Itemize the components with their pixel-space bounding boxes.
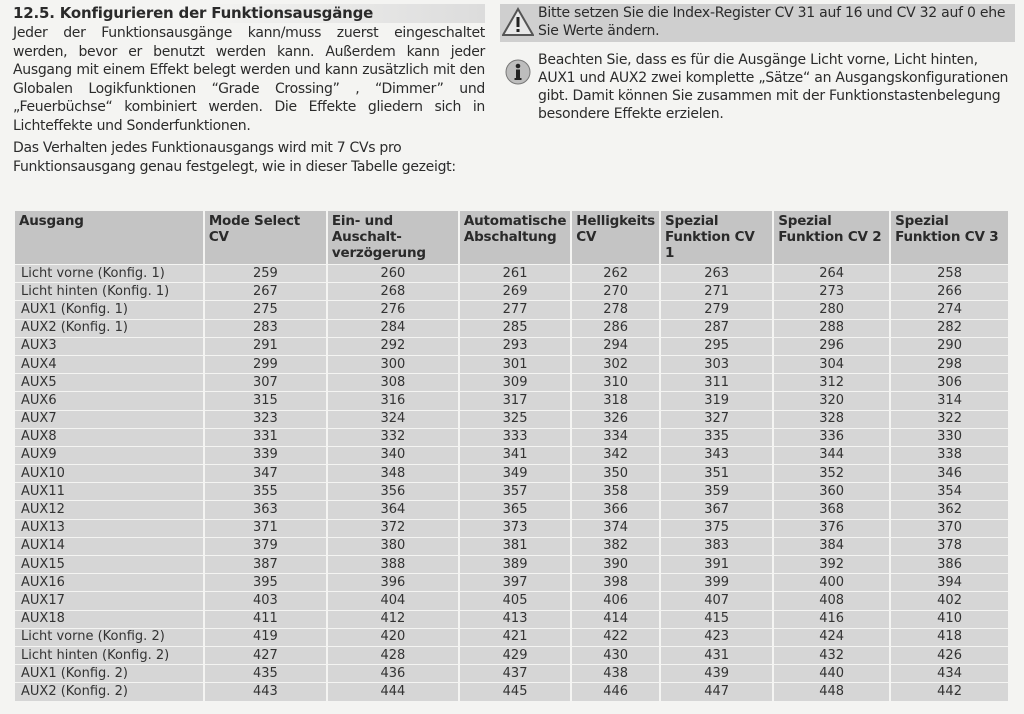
cv-value-cell: 288 (774, 320, 889, 337)
cv-value-cell: 447 (661, 683, 772, 700)
cv-value-cell: 430 (572, 647, 659, 664)
header-special-cv2: Spezial Funktion CV 2 (774, 211, 889, 264)
table-row (15, 483, 1008, 500)
output-name-cell: AUX17 (15, 592, 203, 609)
table-row (15, 429, 1008, 446)
cv-value-cell: 427 (205, 647, 326, 664)
cv-value-cell: 388 (328, 556, 458, 573)
cv-value-cell: 390 (572, 556, 659, 573)
cv-value-cell: 331 (205, 429, 326, 446)
cv-value-cell: 261 (460, 265, 570, 282)
table-row (15, 501, 1008, 518)
cv-value-cell: 268 (328, 283, 458, 300)
cv-value-cell: 416 (774, 611, 889, 628)
cv-value-cell: 365 (460, 501, 570, 518)
cv-value-cell: 400 (774, 574, 889, 591)
table-row (15, 356, 1008, 373)
cv-value-cell: 414 (572, 611, 659, 628)
cv-value-cell: 399 (661, 574, 772, 591)
cv-value-cell: 408 (774, 592, 889, 609)
cv-value-cell: 346 (891, 465, 1008, 482)
output-name-cell: AUX4 (15, 356, 203, 373)
cv-value-cell: 324 (328, 411, 458, 428)
table-row (15, 556, 1008, 573)
cv-value-cell: 340 (328, 447, 458, 464)
cv-value-cell: 368 (774, 501, 889, 518)
cv-value-cell: 306 (891, 374, 1008, 391)
table-row (15, 683, 1008, 700)
cv-value-cell: 312 (774, 374, 889, 391)
section-text (13, 4, 485, 176)
info-text: Beachten Sie, dass es für die Ausgänge Licht vorne, Licht hinten, AUX1 und AUX2 zwei komplette „Sätze“ an Ausgangskonfigurationen gibt. Damit können Sie zusammen mit der Funktionstastenbelegung besondere Effekte erzielen. (538, 52, 1009, 122)
cv-value-cell: 338 (891, 447, 1008, 464)
cv-value-cell: 406 (572, 592, 659, 609)
table-row (15, 465, 1008, 482)
cv-value-cell: 278 (572, 301, 659, 318)
cv-value-cell: 422 (572, 629, 659, 646)
output-name-cell: AUX9 (15, 447, 203, 464)
cv-value-cell: 315 (205, 392, 326, 409)
cv-value-cell: 303 (661, 356, 772, 373)
cv-value-cell: 339 (205, 447, 326, 464)
cv-value-cell: 266 (891, 283, 1008, 300)
cv-value-cell: 267 (205, 283, 326, 300)
output-name-cell: AUX1 (Konfig. 1) (15, 301, 203, 318)
cv-value-cell: 325 (460, 411, 570, 428)
table-row (15, 538, 1008, 555)
output-name-cell: AUX11 (15, 483, 203, 500)
cv-value-cell: 260 (328, 265, 458, 282)
cv-value-cell: 428 (328, 647, 458, 664)
cv-value-cell: 403 (205, 592, 326, 609)
cv-value-cell: 419 (205, 629, 326, 646)
warning-triangle-icon (502, 7, 534, 37)
cv-value-cell: 291 (205, 338, 326, 355)
output-name-cell: AUX16 (15, 574, 203, 591)
cv-value-cell: 431 (661, 647, 772, 664)
cv-value-cell: 371 (205, 520, 326, 537)
table-row (15, 374, 1008, 391)
warning-text: Bitte setzen Sie die Index-Register CV 31 auf 16 und CV 32 auf 0 ehe Sie Werte ändern. (538, 5, 1006, 39)
cv-value-cell: 352 (774, 465, 889, 482)
cv-value-cell: 298 (891, 356, 1008, 373)
output-name-cell: Licht hinten (Konfig. 2) (15, 647, 203, 664)
cv-value-cell: 432 (774, 647, 889, 664)
cv-value-cell: 374 (572, 520, 659, 537)
cv-value-cell: 438 (572, 665, 659, 682)
cv-value-cell: 413 (460, 611, 570, 628)
cv-value-cell: 316 (328, 392, 458, 409)
table-row (15, 320, 1008, 337)
section-title: 12.5. Konfigurieren der Funktionsausgänge (13, 4, 485, 23)
cv-value-cell: 398 (572, 574, 659, 591)
cv-value-cell: 330 (891, 429, 1008, 446)
cv-value-cell: 411 (205, 611, 326, 628)
cv-value-cell: 395 (205, 574, 326, 591)
cv-value-cell: 372 (328, 520, 458, 537)
cv-value-cell: 317 (460, 392, 570, 409)
cv-value-cell: 383 (661, 538, 772, 555)
cv-value-cell: 360 (774, 483, 889, 500)
cv-value-cell: 270 (572, 283, 659, 300)
cv-value-cell: 335 (661, 429, 772, 446)
cv-value-cell: 362 (891, 501, 1008, 518)
cv-value-cell: 293 (460, 338, 570, 355)
cv-value-cell: 373 (460, 520, 570, 537)
cv-value-cell: 320 (774, 392, 889, 409)
header-mode-select-cv: Mode Select CV (205, 211, 326, 264)
cv-value-cell: 434 (891, 665, 1008, 682)
cv-value-cell: 444 (328, 683, 458, 700)
info-icon (505, 59, 531, 85)
cv-value-cell: 273 (774, 283, 889, 300)
cv-value-cell: 295 (661, 338, 772, 355)
cv-value-cell: 318 (572, 392, 659, 409)
cv-value-cell: 354 (891, 483, 1008, 500)
table-body (15, 265, 1008, 701)
cv-value-cell: 402 (891, 592, 1008, 609)
cv-table (13, 210, 1010, 702)
cv-value-cell: 436 (328, 665, 458, 682)
cv-value-cell: 379 (205, 538, 326, 555)
table-header-row (15, 211, 1008, 264)
cv-value-cell: 277 (460, 301, 570, 318)
cv-value-cell: 322 (891, 411, 1008, 428)
output-name-cell: AUX7 (15, 411, 203, 428)
cv-value-cell: 439 (661, 665, 772, 682)
cv-value-cell: 274 (891, 301, 1008, 318)
cv-value-cell: 332 (328, 429, 458, 446)
table-row (15, 647, 1008, 664)
cv-value-cell: 357 (460, 483, 570, 500)
cv-value-cell: 370 (891, 520, 1008, 537)
cv-value-cell: 440 (774, 665, 889, 682)
header-auto-shutoff: Automatische Abschaltung (460, 211, 570, 264)
cv-value-cell: 394 (891, 574, 1008, 591)
output-name-cell: AUX13 (15, 520, 203, 537)
cv-value-cell: 386 (891, 556, 1008, 573)
cv-value-cell: 359 (661, 483, 772, 500)
table-row (15, 283, 1008, 300)
output-name-cell: AUX15 (15, 556, 203, 573)
cv-value-cell: 376 (774, 520, 889, 537)
output-name-cell: AUX6 (15, 392, 203, 409)
cv-value-cell: 283 (205, 320, 326, 337)
table-row (15, 301, 1008, 318)
header-special-cv3: Spezial Funktion CV 3 (891, 211, 1008, 264)
intro-paragraph: Jeder der Funktionsausgänge kann/muss zuerst eingeschaltet werden, bevor er benutzt werden kann. Außerdem kann jeder Ausgang mit einem Effekt belegt werden und kann zusätzlich mit den Globalen Logikfunktionen “Grade Crossing” , “Dimmer” und „Feuerbüchse“ kombiniert werden. Die Effekte gliedern sich in Lichteffekte und Sonderfunktionen. (13, 25, 485, 134)
header-delay: Ein- und Auschalt-verzögerung (328, 211, 458, 264)
table-row (15, 411, 1008, 428)
cv-value-cell: 282 (891, 320, 1008, 337)
header-special-cv1: Spezial Funktion CV 1 (661, 211, 772, 264)
table-row (15, 665, 1008, 682)
cv-value-cell: 429 (460, 647, 570, 664)
cv-value-cell: 279 (661, 301, 772, 318)
cv-value-cell: 299 (205, 356, 326, 373)
output-name-cell: Licht hinten (Konfig. 1) (15, 283, 203, 300)
cv-value-cell: 397 (460, 574, 570, 591)
cv-value-cell: 296 (774, 338, 889, 355)
cv-value-cell: 258 (891, 265, 1008, 282)
cv-value-cell: 276 (328, 301, 458, 318)
cv-value-cell: 443 (205, 683, 326, 700)
cv-value-cell: 300 (328, 356, 458, 373)
cv-value-cell: 420 (328, 629, 458, 646)
output-name-cell: AUX5 (15, 374, 203, 391)
cv-value-cell: 412 (328, 611, 458, 628)
behavior-paragraph: Das Verhalten jedes Funktionausgangs wird mit 7 CVs pro Funktionsausgang genau festgelegt, wie in dieser Tabelle gezeigt: (13, 140, 456, 175)
cv-value-cell: 363 (205, 501, 326, 518)
table-row (15, 611, 1008, 628)
cv-value-cell: 375 (661, 520, 772, 537)
cv-value-cell: 334 (572, 429, 659, 446)
cv-value-cell: 423 (661, 629, 772, 646)
cv-value-cell: 426 (891, 647, 1008, 664)
table-row (15, 265, 1008, 282)
cv-value-cell: 319 (661, 392, 772, 409)
output-name-cell: AUX2 (Konfig. 1) (15, 320, 203, 337)
cv-value-cell: 381 (460, 538, 570, 555)
cv-value-cell: 418 (891, 629, 1008, 646)
cv-value-cell: 358 (572, 483, 659, 500)
output-name-cell: AUX18 (15, 611, 203, 628)
cv-value-cell: 304 (774, 356, 889, 373)
table-row (15, 574, 1008, 591)
cv-value-cell: 421 (460, 629, 570, 646)
output-name-cell: Licht vorne (Konfig. 1) (15, 265, 203, 282)
cv-value-cell: 446 (572, 683, 659, 700)
table-row (15, 629, 1008, 646)
cv-value-cell: 302 (572, 356, 659, 373)
cv-value-cell: 308 (328, 374, 458, 391)
cv-value-cell: 314 (891, 392, 1008, 409)
warning-note (500, 4, 1015, 42)
cv-value-cell: 424 (774, 629, 889, 646)
output-name-cell: AUX3 (15, 338, 203, 355)
cv-value-cell: 301 (460, 356, 570, 373)
cv-value-cell: 389 (460, 556, 570, 573)
cv-value-cell: 349 (460, 465, 570, 482)
cv-value-cell: 344 (774, 447, 889, 464)
cv-value-cell: 309 (460, 374, 570, 391)
output-name-cell: AUX12 (15, 501, 203, 518)
cv-value-cell: 280 (774, 301, 889, 318)
cv-value-cell: 348 (328, 465, 458, 482)
output-name-cell: Licht vorne (Konfig. 2) (15, 629, 203, 646)
cv-value-cell: 404 (328, 592, 458, 609)
cv-value-cell: 327 (661, 411, 772, 428)
cv-value-cell: 294 (572, 338, 659, 355)
header-ausgang: Ausgang (15, 211, 203, 264)
header-brightness-cv: Helligkeits CV (572, 211, 659, 264)
table-row (15, 447, 1008, 464)
cv-value-cell: 391 (661, 556, 772, 573)
cv-value-cell: 407 (661, 592, 772, 609)
cv-value-cell: 285 (460, 320, 570, 337)
cv-value-cell: 382 (572, 538, 659, 555)
cv-value-cell: 355 (205, 483, 326, 500)
cv-value-cell: 262 (572, 265, 659, 282)
cv-value-cell: 392 (774, 556, 889, 573)
cv-value-cell: 367 (661, 501, 772, 518)
output-name-cell: AUX2 (Konfig. 2) (15, 683, 203, 700)
cv-value-cell: 366 (572, 501, 659, 518)
cv-value-cell: 437 (460, 665, 570, 682)
cv-value-cell: 343 (661, 447, 772, 464)
cv-value-cell: 448 (774, 683, 889, 700)
cv-value-cell: 415 (661, 611, 772, 628)
cv-value-cell: 326 (572, 411, 659, 428)
cv-value-cell: 364 (328, 501, 458, 518)
output-name-cell: AUX8 (15, 429, 203, 446)
cv-value-cell: 307 (205, 374, 326, 391)
cv-value-cell: 378 (891, 538, 1008, 555)
cv-value-cell: 405 (460, 592, 570, 609)
cv-value-cell: 263 (661, 265, 772, 282)
cv-value-cell: 350 (572, 465, 659, 482)
cv-value-cell: 351 (661, 465, 772, 482)
table-row (15, 338, 1008, 355)
cv-value-cell: 290 (891, 338, 1008, 355)
cv-value-cell: 292 (328, 338, 458, 355)
cv-value-cell: 284 (328, 320, 458, 337)
cv-value-cell: 341 (460, 447, 570, 464)
cv-value-cell: 356 (328, 483, 458, 500)
cv-value-cell: 442 (891, 683, 1008, 700)
cv-value-cell: 286 (572, 320, 659, 337)
cv-value-cell: 336 (774, 429, 889, 446)
cv-value-cell: 275 (205, 301, 326, 318)
cv-value-cell: 264 (774, 265, 889, 282)
cv-value-cell: 323 (205, 411, 326, 428)
output-name-cell: AUX1 (Konfig. 2) (15, 665, 203, 682)
table-row (15, 592, 1008, 609)
cv-value-cell: 410 (891, 611, 1008, 628)
output-name-cell: AUX14 (15, 538, 203, 555)
cv-value-cell: 387 (205, 556, 326, 573)
cv-value-cell: 269 (460, 283, 570, 300)
cv-value-cell: 435 (205, 665, 326, 682)
cv-value-cell: 384 (774, 538, 889, 555)
cv-value-cell: 347 (205, 465, 326, 482)
table-row (15, 392, 1008, 409)
output-name-cell: AUX10 (15, 465, 203, 482)
cv-value-cell: 310 (572, 374, 659, 391)
cv-value-cell: 333 (460, 429, 570, 446)
cv-value-cell: 271 (661, 283, 772, 300)
cv-value-cell: 287 (661, 320, 772, 337)
cv-value-cell: 342 (572, 447, 659, 464)
cv-value-cell: 445 (460, 683, 570, 700)
table-row (15, 520, 1008, 537)
info-note (500, 51, 1015, 123)
cv-value-cell: 259 (205, 265, 326, 282)
cv-value-cell: 396 (328, 574, 458, 591)
cv-value-cell: 328 (774, 411, 889, 428)
cv-value-cell: 311 (661, 374, 772, 391)
notes (500, 4, 1015, 123)
cv-value-cell: 380 (328, 538, 458, 555)
